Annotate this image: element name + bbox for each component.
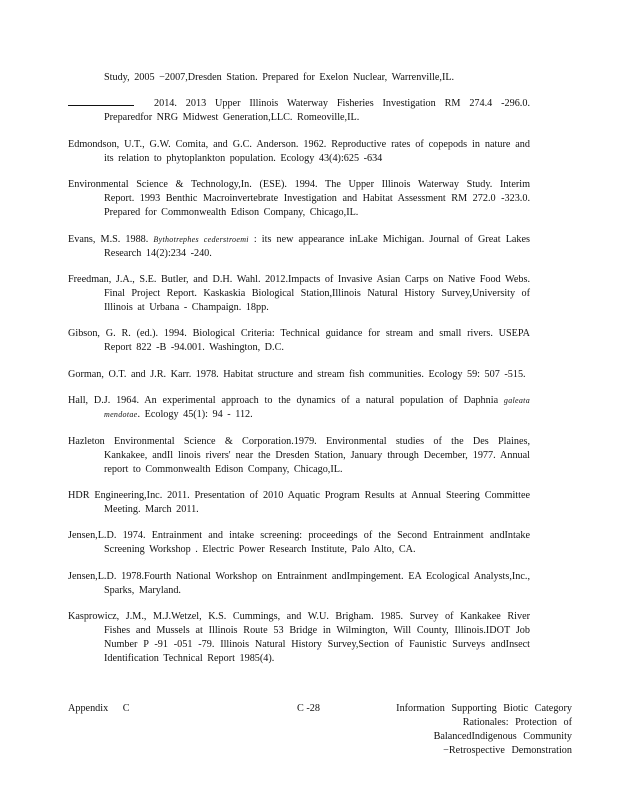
reference-text: Gorman, O.T. and J.R. Karr. 1978. Habitat structure and stream fish communities. Ecology 59: 507 -515.	[68, 368, 526, 380]
reference-entry	[68, 368, 530, 382]
reference-entry	[68, 394, 530, 422]
species-name: galeata mendotae	[104, 396, 531, 420]
reference-entry	[68, 529, 530, 557]
reference-entry	[68, 435, 530, 477]
reference-text: Jensen,L.D. 1978.Fourth National Workshop on Entrainment andImpingement. EA Ecological Analysts,Inc., Sparks, Maryland.	[68, 570, 530, 596]
reference-text: Jensen,L.D. 1974. Entrainment and intake screening: proceedings of the Second Entrainment andIntake Screening Workshop . Electric Power Research Institute, Palo Alto, CA.	[68, 530, 530, 556]
reference-entry	[68, 273, 530, 315]
reference-text: Kasprowicz, J.M., M.J.Wetzel, K.S. Cummings, and W.U. Brigham. 1985. Survey of Kankakee River Fishes and Mussels at Illinois Route 53 Bridge in Wilmington, Will County, Illinois.IDOT Job Number P -91 -051 -79. Illinois Natural History Survey,Section of Faunistic Surveys andInsect Identification Technical Report 1985(4).	[68, 611, 530, 665]
reference-text: 2014. 2013 Upper Illinois Waterway Fisheries Investigation RM 274.4 -296.0. Preparedfor NRG Midwest Generation,LLC. Romeoville,IL.	[104, 98, 530, 124]
repeat-author-line	[68, 97, 134, 106]
reference-text: Hall, D.J. 1964. An experimental approach to the dynamics of a natural population of Daphnia	[68, 395, 499, 407]
reference-entry	[68, 610, 530, 666]
reference-text: Study, 2005 −2007,Dresden Station. Prepared for Exelon Nuclear, Warrenville,IL.	[104, 72, 455, 83]
reference-entry	[68, 178, 530, 220]
reference-text: Edmondson, U.T., G.W. Comita, and G.C. Anderson. 1962. Reproductive rates of copepods in nature and its relation to phytoplankton population. Ecology 43(4):625 -634	[68, 138, 530, 164]
reference-text: Environmental Science & Technology,In. (ESE). 1994. The Upper Illinois Waterway Study. Interim Report. 1993 Benthic Macroinvertebrate Investigation and Habitat Assessment RM 272.0 -323.0. Prepared for Commonwealth Edison Company, Chicago,IL.	[68, 179, 530, 219]
reference-entry	[68, 97, 530, 125]
reference-list	[68, 71, 530, 678]
page-number: C -28	[297, 703, 320, 714]
reference-text: Freedman, J.A., S.E. Butler, and D.H. Wahl. 2012.Impacts of Invasive Asian Carps on Native Food Webs. Final Project Report. Kaskaskia Biological Station,Illinois Natural History Survey,University of Illinois at Urbana - Champaign. 18pp.	[68, 273, 530, 313]
reference-entry	[68, 233, 530, 261]
reference-text: Evans, M.S. 1988.	[68, 233, 149, 245]
footer-section-title: Information Supporting Biotic Category Rationales: Protection of BalancedIndigenous Community −Retrospective Demonstration	[396, 703, 572, 756]
reference-text: : its new appearance inLake Michigan. Journal of Great Lakes Research 14(2):234 -240.	[104, 233, 531, 259]
reference-entry	[68, 138, 530, 166]
footer-appendix-label: Appendix C	[68, 703, 130, 714]
reference-entry	[68, 327, 530, 355]
reference-entry	[68, 71, 530, 85]
reference-text: Hazleton Environmental Science & Corporation.1979. Environmental studies of the Des Plaines, Kankakee, andIl linois rivers' near the Dresden Station, January through December, 1977. Annual report to Commonwealth Edison Company, Chicago,IL.	[68, 435, 530, 475]
reference-entry	[68, 570, 530, 598]
reference-entry	[68, 489, 530, 517]
reference-text: . Ecology 45(1): 94 - 112.	[137, 409, 253, 421]
species-name: Bythotrephes cederstroemi	[153, 234, 249, 244]
reference-text: Gibson, G. R. (ed.). 1994. Biological Criteria: Technical guidance for stream and small rivers. USEPA Report 822 -B -94.001. Washington, D.C.	[68, 328, 530, 354]
reference-text: HDR Engineering,Inc. 2011. Presentation of 2010 Aquatic Program Results at Annual Steering Committee Meeting. March 2011.	[68, 489, 530, 515]
